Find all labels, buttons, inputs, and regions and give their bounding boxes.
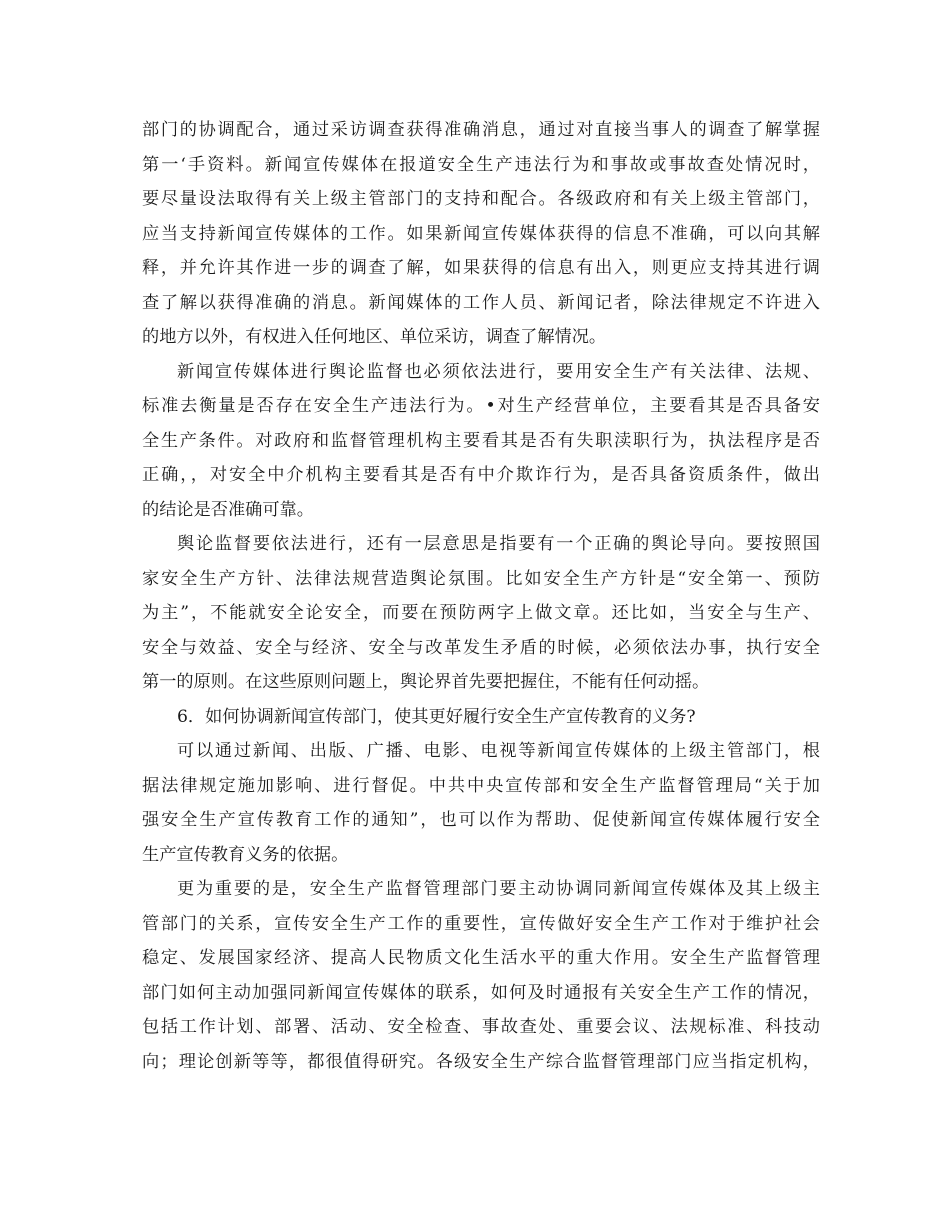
text-line: 新闻宣传媒体进行舆论监督也必须依法进行，要用安全生产有关法律、法规、 (177, 361, 820, 382)
text-line: 生产宣传教育义务的依据。 (142, 844, 349, 865)
paragraph (142, 872, 820, 1079)
text-line: 包括工作计划、部署、活动、安全检查、事故查处、重要会议、法规标准、科技动 (142, 1017, 820, 1037)
text-line: 为主”，不能就安全论安全，而要在预防两字上做文章。还比如，当安全与生产、 (142, 603, 820, 623)
text-line: 6．如何协调新闻宣传部门，使其更好履行安全生产宣传教育的义务? (177, 706, 696, 727)
text-line: 标准去衡量是否存在安全生产违法行为。•对生产经营单位，主要看其是否具备安 (142, 396, 820, 416)
text-line: 可以通过新闻、出版、广播、电影、电视等新闻宣传媒体的上级主管部门，根 (177, 741, 820, 761)
paragraph (142, 355, 820, 528)
text-line: 向；理论创新等等，都很值得研究。各级安全生产综合监督管理部门应当指定机构， (142, 1051, 820, 1072)
paragraph (142, 734, 820, 872)
text-line: 安全与效益、安全与经济、安全与改革发生矛盾的时候，必须依法办事，执行安全 (142, 637, 820, 658)
text-line: 强安全生产宣传教育工作的通知”，也可以作为帮助、促使新闻宣传媒体履行安全 (142, 810, 820, 830)
text-line: 家安全生产方针、法律法规营造舆论氛围。比如安全生产方针是“安全第一、预防 (142, 568, 820, 589)
text-line: 管部门的关系，宣传安全生产工作的重要性，宣传做好安全生产工作对于维护社会 (142, 913, 820, 934)
paragraph (142, 113, 820, 355)
text-line: 要尽量设法取得有关上级主管部门的支持和配合。各级政府和有关上级主管部门， (142, 189, 820, 209)
text-line: 应当支持新闻宣传媒体的工作。如果新闻宣传媒体获得的信息不准确，可以向其解 (142, 223, 820, 244)
paragraph (142, 527, 820, 700)
text-line: 全生产条件。对政府和监督管理机构主要看其是否有失职渎职行为，执法程序是否 (142, 430, 820, 451)
text-line: 据法律规定施加影响、进行督促。中共中央宣传部和安全生产监督管理局“关于加 (142, 775, 820, 796)
text-line: 第一的原则。在这些原则问题上，舆论界首先要把握住，不能有任何动摇。 (142, 672, 710, 692)
text-line: 部门如何主动加强同新闻宣传媒体的联系，如何及时通报有关安全生产工作的情况， (142, 982, 820, 1003)
question-heading (142, 700, 820, 735)
text-line: 舆论监督要依法进行，还有一层意思是指要有一个正确的舆论导向。要按照国 (177, 534, 820, 554)
text-line: 正确，，对安全中介机构主要看其是否有中介欺诈行为，是否具备资质条件，做出 (142, 465, 820, 485)
text-line: 更为重要的是，安全生产监督管理部门要主动协调同新闻宣传媒体及其上级主 (177, 879, 820, 899)
text-line: 稳定、发展国家经济、提高人民物质文化生活水平的重大作用。安全生产监督管理 (142, 948, 820, 968)
text-line: 的结论是否准确可靠。 (142, 499, 314, 520)
document-page (142, 113, 820, 1079)
text-line: 的地方以外，有权进入任何地区、单位采访，调查了解情况。 (142, 327, 607, 347)
text-line: 第一‘手资料。新闻宣传媒体在报道安全生产违法行为和事故或事故查处情况时， (142, 154, 820, 175)
text-line: 查了解以获得准确的消息。新闻媒体的工作人员、新闻记者，除法律规定不许进入 (142, 292, 820, 313)
text-line: 部门的协调配合，通过采访调查获得准确消息，通过对直接当事人的调查了解掌握 (142, 120, 820, 140)
text-line: 释，并允许其作进一步的调查了解，如果获得的信息有出入，则更应支持其进行调 (142, 258, 820, 278)
